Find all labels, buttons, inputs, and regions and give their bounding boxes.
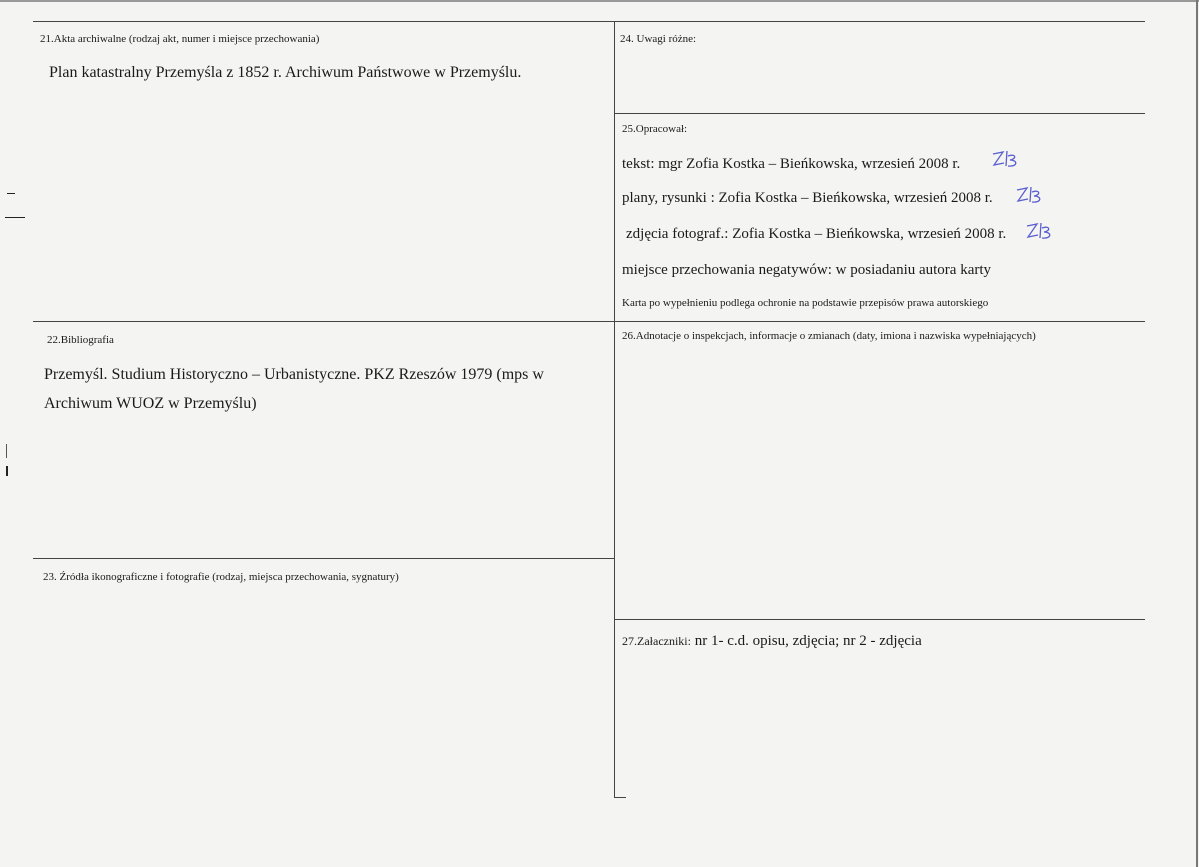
divider-22-23: [33, 558, 614, 559]
section-21-label: 21.Akta archiwalne (rodzaj akt, numer i miejsce przechowania): [40, 33, 320, 45]
center-divider-line: [614, 21, 615, 798]
signature-initials-3: [1024, 220, 1056, 242]
bottom-tick-line: [614, 797, 626, 798]
section-25-negatywy: miejsce przechowania negatywów: w posiadaniu autora karty: [622, 262, 992, 278]
scan-edge-right: [1196, 0, 1198, 867]
scan-mark-left-2: [5, 217, 25, 218]
section-22-label: 22.Bibliografia: [47, 334, 114, 346]
scan-edge-top: [0, 0, 1199, 2]
scan-mark-left-4: [6, 466, 8, 476]
section-25-tekst: tekst: mgr Zofia Kostka – Bieńkowska, wrzesień 2008 r.: [622, 156, 961, 172]
section-25-plany: plany, rysunki : Zofia Kostka – Bieńkowska, wrzesień 2008 r.: [622, 190, 993, 206]
divider-21-22: [33, 321, 1145, 322]
scan-mark-left-1: [7, 193, 15, 194]
scan-mark-left-3: [6, 444, 7, 458]
signature-initials-2: [1014, 184, 1046, 206]
section-25-label: 25.Opracował:: [622, 123, 688, 135]
section-25-copyright-note: Karta po wypełnieniu podlega ochronie na podstawie przepisów prawa autorskiego: [622, 297, 989, 309]
section-27-line: [622, 633, 922, 650]
section-23-label: 23. Źródła ikonograficzne i fotografie (rodzaj, miejsca przechowania, sygnatury): [43, 571, 399, 583]
divider-26-27: [614, 619, 1145, 620]
section-27-label: 27.Załaczniki:: [622, 634, 691, 648]
section-27-content: nr 1- c.d. opisu, zdjęcia; nr 2 - zdjęcia: [694, 633, 922, 649]
section-24-label: 24. Uwagi różne:: [620, 33, 697, 45]
section-25-zdjecia: zdjęcia fotograf.: Zofia Kostka – Bieńkowska, wrzesień 2008 r.: [626, 226, 1007, 242]
top-border-line: [33, 21, 1145, 22]
section-26-label: 26.Adnotacje o inspekcjach, informacje o zmianach (daty, imiona i nazwiska wypełniających): [622, 330, 1036, 342]
divider-24-25: [614, 113, 1145, 114]
signature-initials-1: [990, 148, 1022, 170]
section-22-content: Przemyśl. Studium Historyczno – Urbanistyczne. PKZ Rzeszów 1979 (mps w Archiwum WUOZ w Przemyślu): [44, 366, 544, 412]
section-21-content: Plan katastralny Przemyśla z 1852 r. Archiwum Państwowe w Przemyślu.: [49, 64, 522, 81]
